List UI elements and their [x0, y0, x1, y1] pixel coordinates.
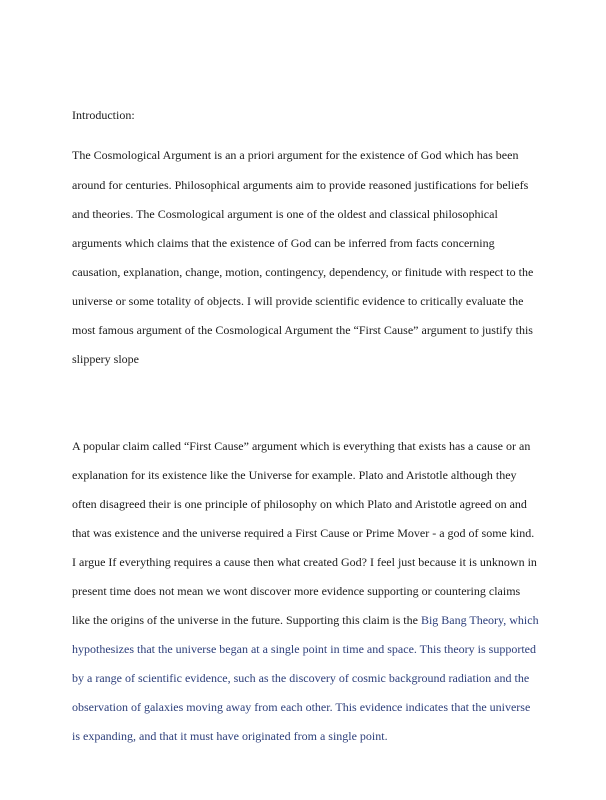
paragraph-1-line-4: arguments which claims that the existence of God can be inferred from facts concerning — [72, 236, 495, 250]
paragraph-2-line-11: is expanding, and that it must have originated from a single point. — [72, 729, 388, 743]
paragraph-1-line-6: universe or some totality of objects. I will provide scientific evidence to critically evaluate the — [72, 294, 524, 308]
paragraph-2-line-6: present time does not mean we wont discover more evidence supporting or countering claims — [72, 584, 521, 598]
paragraph-2-line-10: observation of galaxies moving away from each other. This evidence indicates that the universe — [72, 700, 531, 714]
section-heading: Introduction: — [72, 108, 135, 122]
paragraph-1-line-3: and theories. The Cosmological argument is one of the oldest and classical philosophical — [72, 207, 498, 221]
paragraph-2-line-4: that was existence and the universe required a First Cause or Prime Mover - a god of some kind. — [72, 526, 535, 540]
big-bang-theory-text: Big Bang Theory, which — [420, 613, 539, 627]
paragraph-2-line-9: by a range of scientific evidence, such as the discovery of cosmic background radiation and the — [72, 671, 530, 685]
paragraph-1-line-5: causation, explanation, change, motion, contingency, dependency, or finitude with respect to the — [72, 265, 534, 279]
paragraph-1-line-1: The Cosmological Argument is an a priori argument for the existence of God which has been — [72, 148, 519, 162]
paragraph-2-line-8: hypothesizes that the universe began at a single point in time and space. This theory is supported — [72, 642, 537, 656]
paragraph-1-line-8: slippery slope — [72, 352, 139, 366]
paragraph-1-line-7: most famous argument of the Cosmological Argument the “First Cause” argument to justify this — [72, 323, 533, 337]
paragraph-2-line-7-black: like the origins of the universe in the future. Supporting this claim is the — [72, 613, 421, 627]
paragraph-2-line-1: A popular claim called “First Cause” argument which is everything that exists has a cause or an — [72, 439, 531, 453]
paragraph-2-line-5: I argue If everything requires a cause then what created God? I feel just because it is unknown in — [72, 555, 537, 569]
paragraph-2-line-7 — [72, 612, 539, 628]
paragraph-2-line-2: explanation for its existence like the Universe for example. Plato and Aristotle although they — [72, 468, 517, 482]
paragraph-2-line-3: often disagreed their is one principle of philosophy on which Plato and Aristotle agreed on and — [72, 497, 527, 511]
paragraph-1-line-2: around for centuries. Philosophical arguments aim to provide reasoned justifications for beliefs — [72, 178, 529, 192]
